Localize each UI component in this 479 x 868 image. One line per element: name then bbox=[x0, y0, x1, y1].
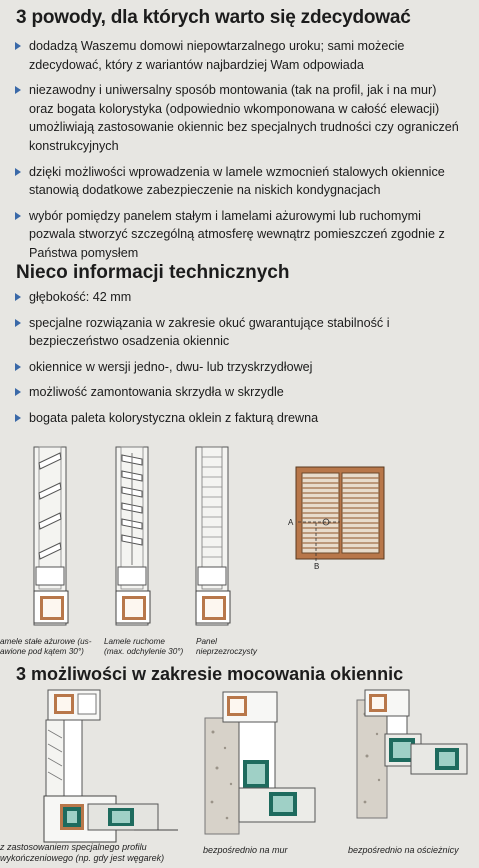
caption-panel: Panel nieprzezroczysty bbox=[196, 637, 257, 656]
caption-fixed-louvres: amele stałe ażurowe (us- awione pod kątem 30°) bbox=[0, 637, 92, 656]
caption-mounting-profile: z zastosowaniem specjalnego profilu wykończeniowego (np. gdy jest węgarek) bbox=[0, 842, 165, 863]
mounting-frame-drawing bbox=[355, 688, 470, 836]
caption-mounting-frame: bezpośrednio na ościeżnicy bbox=[348, 845, 459, 855]
mounting-profile-drawing bbox=[38, 688, 188, 846]
profile-fixed-louvres-drawing bbox=[30, 445, 74, 635]
bullet-arrow-icon bbox=[15, 363, 21, 371]
bullet-arrow-icon bbox=[15, 293, 21, 301]
bullet-arrow-icon bbox=[15, 212, 21, 220]
list-item: możliwość zamontowania skrzydła w skrzydle bbox=[12, 383, 464, 402]
bullet-arrow-icon bbox=[15, 86, 21, 94]
bullet-arrow-icon bbox=[15, 168, 21, 176]
list-item: dzięki możliwości wprowadzenia w lamele wzmocnień stalowych okiennice stanowią dodatkowe zabezpieczenie na niskich kondygnacjach bbox=[12, 163, 464, 200]
bullet-arrow-icon bbox=[15, 42, 21, 50]
mounting-wall-drawing bbox=[203, 688, 318, 836]
section-label-a: A bbox=[288, 518, 294, 527]
section-title-reasons: 3 powody, dla których warto się zdecydować bbox=[16, 7, 411, 28]
list-item: okiennice w wersji jedno-, dwu- lub trzyskrzydłowej bbox=[12, 358, 464, 377]
section-title-technical: Nieco informacji technicznych bbox=[16, 262, 290, 283]
profile-movable-louvres-drawing bbox=[112, 445, 156, 635]
list-item: wybór pomiędzy panelem stałym i lamelami ażurowymi lub ruchomymi pozwala stworzyć szczególną atmosferę wewnątrz pomieszczeń zgodnie z Państwa pomysłem bbox=[12, 207, 464, 263]
bullet-arrow-icon bbox=[15, 414, 21, 422]
list-item: dodadzą Waszemu domowi niepowtarzalnego uroku; sami możecie zdecydować, który z wariantów najbardziej Wam odpowiada bbox=[12, 37, 464, 74]
bullet-arrow-icon bbox=[15, 388, 21, 396]
caption-mounting-wall: bezpośrednio na mur bbox=[203, 845, 288, 855]
section-title-mounting: 3 możliwości w zakresie mocowania okiennic bbox=[16, 664, 404, 684]
bullet-arrow-icon bbox=[15, 319, 21, 327]
reasons-list bbox=[12, 37, 464, 270]
list-item: specjalne rozwiązania w zakresie okuć gwarantujące stabilność i bezpieczeństwo osadzenia okiennic bbox=[12, 314, 429, 351]
technical-list bbox=[12, 288, 464, 435]
list-item: bogata paleta kolorystyczna oklein z fakturą drewna bbox=[12, 409, 464, 428]
caption-movable-louvres: Lamele ruchome (max. odchylenie 30°) bbox=[104, 637, 184, 656]
profile-panel-drawing bbox=[192, 445, 236, 635]
list-item: niezawodny i uniwersalny sposób montowania (tak na profil, jak i na mur) oraz bogata kolorystyka (odpowiednio wkomponowana w całość elewacji) umożliwiają zastosowanie okiennic bez specjalnych trudności czy ograniczeń konstrukcyjnych bbox=[12, 81, 464, 155]
shutter-front-view-drawing bbox=[286, 463, 396, 573]
list-item: głębokość: 42 mm bbox=[12, 288, 464, 307]
section-label-b: B bbox=[314, 562, 320, 571]
